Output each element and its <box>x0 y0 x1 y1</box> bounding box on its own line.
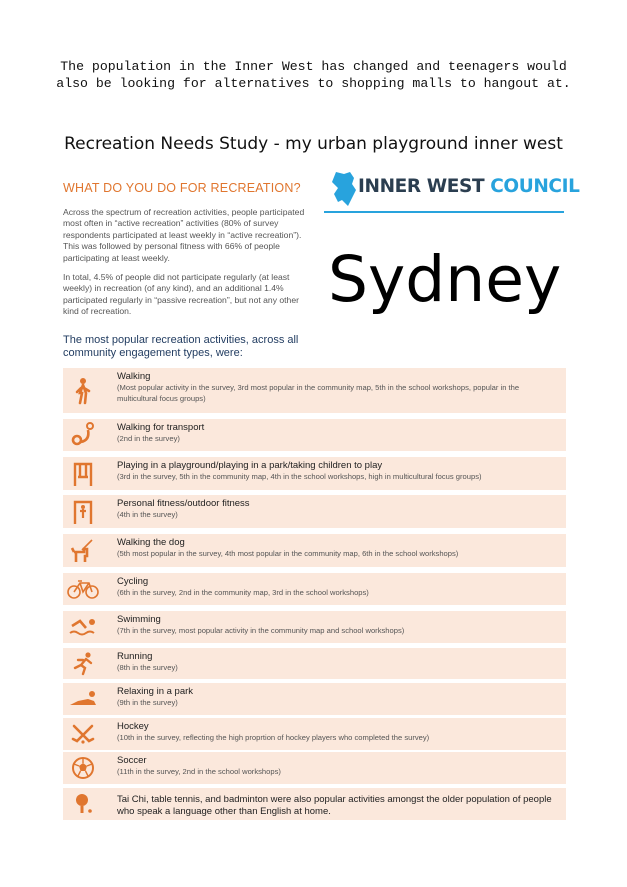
activity-row <box>63 648 566 679</box>
logo-underline <box>324 211 564 213</box>
activity-title: Soccer <box>117 755 147 766</box>
activity-row <box>63 534 566 567</box>
activity-title: Walking the dog <box>117 537 185 548</box>
activity-title: Personal fitness/outdoor fitness <box>117 498 250 509</box>
activity-title: Tai Chi, table tennis, and badminton were also popular activities amongst the older population of people who speak a language other than English at home. <box>117 794 552 817</box>
playground-swing-icon <box>63 457 103 490</box>
activity-desc: (7th in the survey, most popular activity in the community map and school workshops) <box>117 626 405 635</box>
activity-title: Relaxing in a park <box>117 686 194 697</box>
dog-walking-icon <box>63 534 103 567</box>
activity-desc: (5th most popular in the survey, 4th most popular in the community map, 6th in the school workshops) <box>117 549 459 558</box>
swimming-icon <box>63 611 103 643</box>
activity-desc: (6th in the survey, 2nd in the community map, 3rd in the school workshops) <box>117 588 369 597</box>
activity-desc: (4th in the survey) <box>117 510 178 519</box>
activity-row <box>63 752 566 784</box>
activity-desc: (9th in the survey) <box>117 698 178 707</box>
activity-title: Walking <box>117 371 151 382</box>
activity-title: Playing in a playground/playing in a park/taking children to play <box>117 460 383 471</box>
intro-line-2: also be looking for alternatives to shopping malls to hangout at. <box>56 76 571 91</box>
intro-text <box>40 58 587 92</box>
council-map-icon <box>330 170 358 208</box>
activity-title: Hockey <box>117 721 149 732</box>
soccer-ball-icon <box>63 752 103 784</box>
paragraph-2: In total, 4.5% of people did not participate regularly (at least weekly) in recreation (of any kind), and an additional 1.4% participated regularly in “passive recreation”, but not any other kind of recreation. <box>63 272 299 317</box>
activity-title: Running <box>117 651 153 662</box>
logo-text-council: COUNCIL <box>490 176 580 197</box>
logo-text-inner-west: INNER WEST <box>358 176 485 197</box>
activity-title: Swimming <box>117 614 161 625</box>
activity-desc: (10th in the survey, reflecting the high proprtion of hockey players who completed the survey) <box>117 733 430 742</box>
activity-row <box>63 788 566 820</box>
city-name: Sydney <box>328 243 562 316</box>
activity-desc: (8th in the survey) <box>117 663 178 672</box>
activity-desc: (3rd in the survey, 5th in the community map, 4th in the school workshops, high in multicultural focus groups) <box>117 472 482 481</box>
activity-row <box>63 457 566 490</box>
activity-desc: (11th in the survey, 2nd in the school workshops) <box>117 767 281 776</box>
activity-row <box>63 573 566 605</box>
relaxing-icon <box>63 683 103 715</box>
activity-row <box>63 611 566 643</box>
list-heading: The most popular recreation activities, across all community engagement types, were: <box>63 334 299 359</box>
activity-row <box>63 495 566 528</box>
activity-desc: (Most popular activity in the survey, 3rd most popular in the community map, 5th in the school workshops, popular in the multicultural focus groups) <box>117 383 520 403</box>
intro-line-1: The population in the Inner West has changed and teenagers would <box>60 59 567 74</box>
activity-desc: (2nd in the survey) <box>117 434 180 443</box>
table-tennis-icon <box>63 788 103 820</box>
activity-row <box>63 683 566 715</box>
hockey-icon <box>63 718 103 750</box>
bicycle-icon <box>63 573 103 605</box>
activity-title: Cycling <box>117 576 149 587</box>
activity-row <box>63 368 566 413</box>
activity-row <box>63 718 566 750</box>
paragraph-1: Across the spectrum of recreation activities, people participated most often in “active recreation” activities (80% of survey respondents participated at least weekly in “active recreation”). This was followed by personal fitness with 66% of people participating at least weekly. <box>63 207 305 263</box>
activity-title: Walking for transport <box>117 422 205 433</box>
walking-transport-icon <box>63 419 103 451</box>
walking-icon <box>63 368 103 413</box>
fitness-icon <box>63 495 103 528</box>
document-title: Recreation Needs Study - my urban playground inner west <box>64 134 563 154</box>
activity-row <box>63 419 566 451</box>
section-heading: WHAT DO YOU DO FOR RECREATION? <box>63 181 301 195</box>
council-logo <box>330 170 580 214</box>
running-icon <box>63 648 103 679</box>
